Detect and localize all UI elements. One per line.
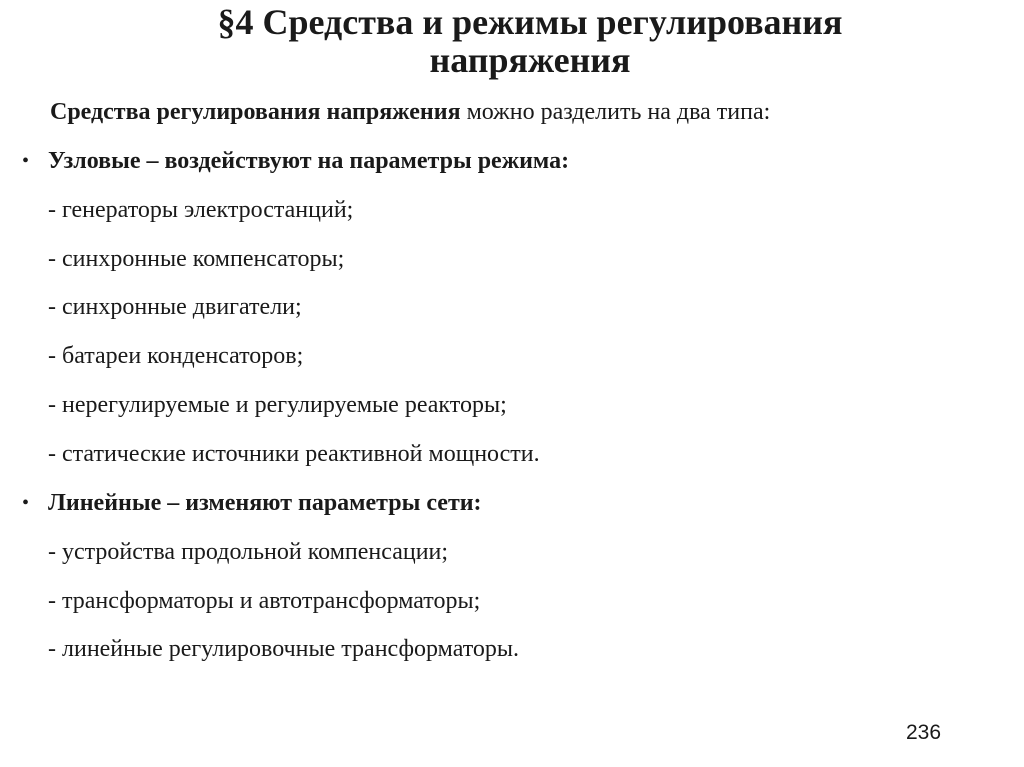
list-item: - синхронные двигатели; [48, 294, 302, 320]
bullet-icon: • [22, 150, 30, 172]
list-item: - синхронные компенсаторы; [48, 246, 345, 272]
bullet-icon: • [22, 492, 30, 514]
intro-rest: можно разделить на два типа: [460, 99, 771, 125]
slide-title-line-2: напряжения [429, 40, 631, 80]
list-item: - батареи конденсаторов; [48, 343, 304, 369]
intro-paragraph [50, 97, 770, 127]
bullet-heading-text: Линейные – изменяют параметры сети: [48, 490, 482, 516]
bullet-heading-linear [22, 488, 482, 518]
list-item: - нерегулируемые и регулируемые реакторы; [48, 392, 507, 418]
intro-bold-term: Средства регулирования напряжения [50, 99, 461, 125]
list-item: - трансформаторы и автотрансформаторы; [48, 588, 481, 614]
slide-title [200, 3, 860, 79]
list-item: - статические источники реактивной мощности. [48, 441, 540, 467]
list-item: - генераторы электростанций; [48, 197, 354, 223]
bullet-heading-nodal [22, 146, 569, 176]
slide-title-line-1: §4 Средства и режимы регулирования [217, 2, 843, 42]
list-item: - устройства продольной компенсации; [48, 539, 449, 565]
list-item: - линейные регулировочные трансформаторы. [48, 636, 520, 662]
page-number: 236 [906, 721, 942, 744]
bullet-heading-text: Узловые – воздействуют на параметры режима: [48, 148, 570, 174]
